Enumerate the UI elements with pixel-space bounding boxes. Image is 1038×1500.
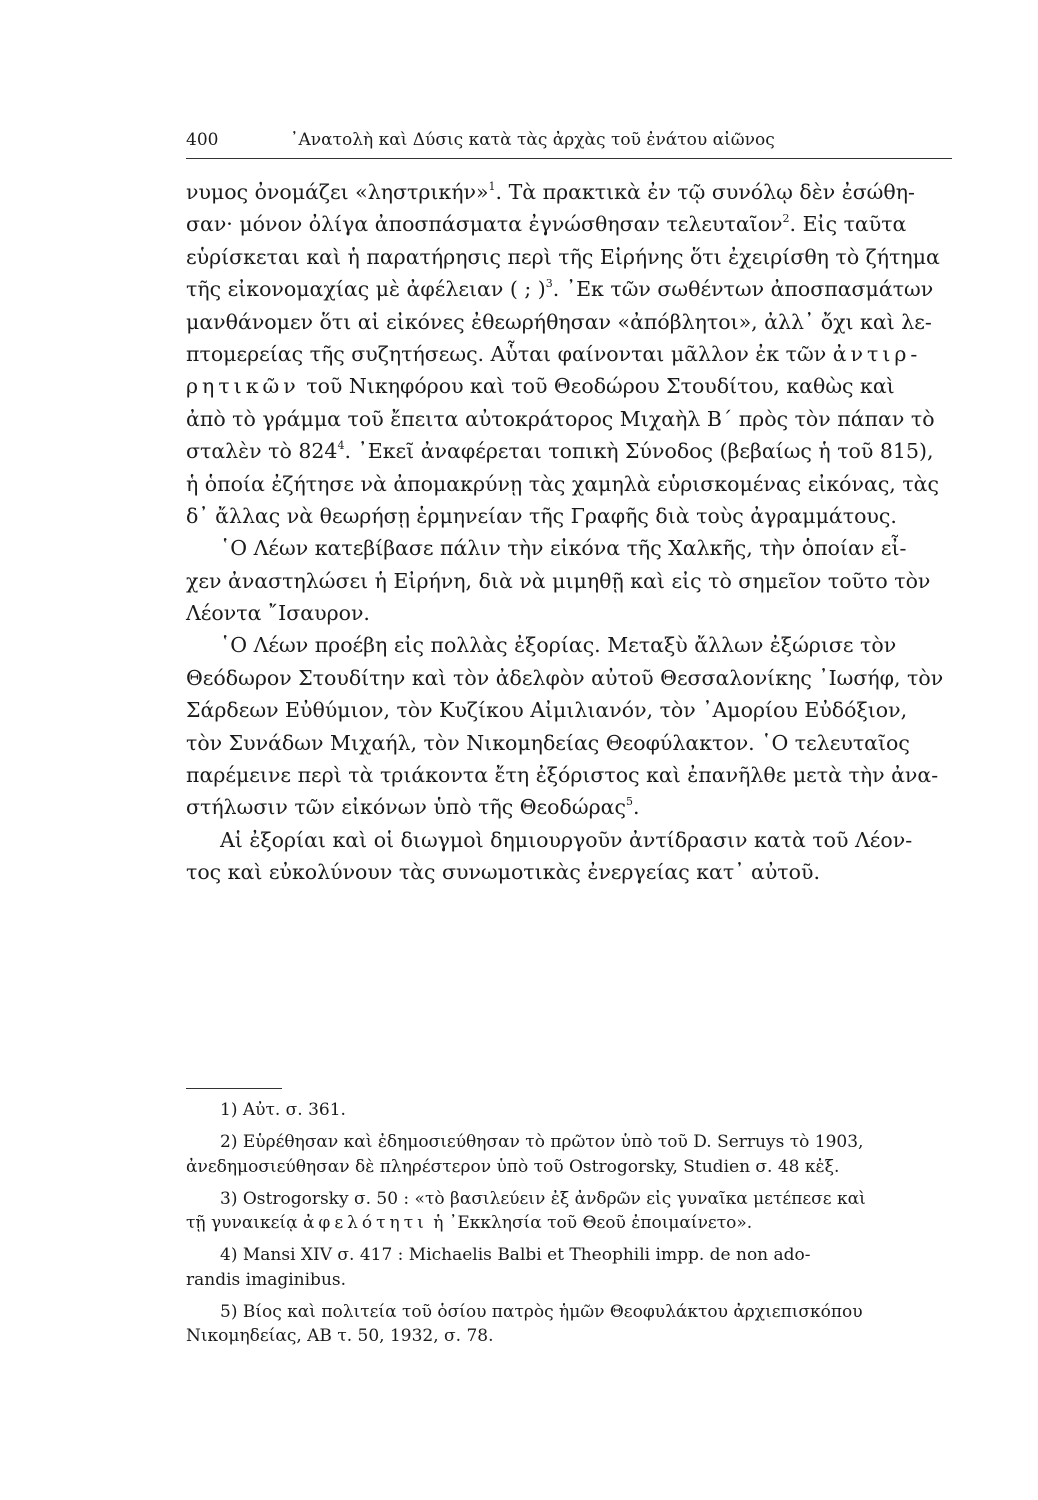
footnote-ref: 5 <box>625 795 633 809</box>
text-line: εὑρίσκεται καὶ ἡ παρατήρησις περὶ τῆς Εἰρήνης ὅτι ἐχειρίσθη τὸ ζήτημα <box>186 244 940 269</box>
spaced-emphasis: ἀντιρ- <box>832 341 922 366</box>
paragraph-start: Αἱ ἐξορίαι καὶ οἱ διωγμοὶ δημιουργοῦν ἀντίδρασιν κατὰ τοῦ Λέον- <box>220 827 913 852</box>
text-line: Θεόδωρον Στουδίτην καὶ τὸν ἀδελφὸν αὐτοῦ Θεσσαλονίκης ᾽Ιωσήφ, τὸν <box>186 665 944 690</box>
footnote <box>186 1187 952 1236</box>
footnote-ref: 3 <box>545 277 553 291</box>
footnotes <box>186 1098 952 1356</box>
text-line: μανθάνομεν ὅτι αἱ εἰκόνες ἐθεωρήθησαν «ἀπόβλητοι», ἀλλ᾽ ὄχι καὶ λε- <box>186 309 932 334</box>
text-line: σταλὲν τὸ $824^4$. ᾽Εκεῖ ἀναφέρεται τοπικὴ Σύνοδος (βεβαίως ἡ τοῦ 815), <box>186 439 934 464</box>
footnote <box>186 1098 952 1123</box>
footnote <box>186 1130 952 1179</box>
footnote-line: 4) Mansi XIV σ. 417 : Michaelis Balbi et Theophili impp. de non ado- <box>220 1245 811 1265</box>
footnote-line: 3) Ostrogorsky σ. 50 : «τὸ βασιλεύειν ἐξ ἀνδρῶν εἰς γυναῖκα μετέπεσε καὶ <box>220 1188 866 1209</box>
paragraph-start: ῾Ο Λέων κατεβίβασε πάλιν τὴν εἰκόνα τῆς Χαλκῆς, τὴν ὁποίαν εἶ- <box>220 536 907 561</box>
footnote <box>186 1300 952 1349</box>
text-line: στήλωσιν τῶν εἰκόνων ὑπὸ τῆς Θεοδώρας$^5$. <box>186 795 640 820</box>
footnote <box>186 1243 952 1292</box>
text-line: νυμος ὀνομάζει «ληστρικήν»$^1$. Τὰ πρακτικὰ ἐν τῷ συνόλῳ δὲν ἐσώθη- <box>186 180 915 204</box>
footnote-line: 2) Εὑρέθησαν καὶ ἐδημοσιεύθησαν τὸ πρῶτον ὑπὸ τοῦ D. Serruys τὸ 1903, <box>220 1132 864 1152</box>
footnote-line: randis imaginibus. <box>186 1269 347 1290</box>
spaced-emphasis: ἀφελότητι <box>302 1213 428 1233</box>
paragraph-start: ῾Ο Λέων προέβη εἰς πολλὰς ἐξορίας. Μεταξὺ ἄλλων ἐξώρισε τὸν <box>220 633 897 658</box>
text-line: πτομερείας τῆς συζητήσεως. Αὗται φαίνονται μᾶλλον ἐκ τῶν ἀντιρ- <box>186 341 922 366</box>
footnote-ref: 1 <box>488 180 496 193</box>
footnote-rule <box>186 1088 282 1089</box>
text-line: χεν ἀναστηλώσει ἡ Εἰρήνη, διὰ νὰ μιμηθῇ καὶ εἰς τὸ σημεῖον τοῦτο τὸν <box>186 568 931 593</box>
footnote-ref: 2 <box>782 212 790 226</box>
text-line: ρητικῶν τοῦ Νικηφόρου καὶ τοῦ Θεοδώρου Στουδίτου, καθὼς καὶ <box>186 374 895 399</box>
text-line: τῆς εἰκονομαχίας μὲ ἀφέλειαν ( ; )$^3$. ᾽Εκ τῶν σωθέντων ἀποσπασμάτων <box>186 277 934 302</box>
footnote-line: ἀνεδημοσιεύθησαν δὲ πληρέστερον ὑπὸ τοῦ Ostrogorsky, Studien σ. 48 κἑξ. <box>186 1156 840 1177</box>
text-line: τος καὶ εὐκολύνουν τὰς συνωμοτικὰς ἐνεργείας κατ᾽ αὐτοῦ. <box>186 860 820 885</box>
page-number: 400 <box>186 130 219 150</box>
running-title: ᾽Ανατολὴ καὶ Δύσις κατὰ τὰς ἀρχὰς τοῦ ἐνάτου αἰῶνος <box>290 130 775 150</box>
text-line: ἡ ὁποία ἐζήτησε νὰ ἀπομακρύνῃ τὰς χαμηλὰ εὑρισκομένας εἰκόνας, τὰς <box>186 471 940 496</box>
text-line: δ᾽ ἄλλας νὰ θεωρήσῃ ἑρμηνείαν τῆς Γραφῆς διὰ τοὺς ἀγραμμάτους. <box>186 503 897 528</box>
text-line: τὸν Συνάδων Μιχαήλ, τὸν Νικομηδείας Θεοφύλακτον. ῾Ο τελευταῖος <box>186 730 910 755</box>
text-line: ἀπὸ τὸ γράμμα τοῦ ἔπειτα αὐτοκράτορος Μιχαὴλ Β΄ πρὸς τὸν πάπαν τὸ <box>186 406 935 431</box>
footnote-ref: 4 <box>337 439 345 453</box>
text-line: παρέμεινε περὶ τὰ τριάκοντα ἔτη ἐξόριστος καὶ ἐπανῆλθε μετὰ τὴν ἀνα- <box>186 763 939 788</box>
text-line: Λέοντα ῎Ισαυρον. <box>186 601 370 626</box>
footnote-line: Νικομηδείας, ΑΒ τ. 50, 1932, σ. 78. <box>186 1326 494 1346</box>
footnote-line: τῇ γυναικείᾳ ἀφελότητι ἡ ᾽Εκκλησία τοῦ Θεοῦ ἐποιμαίνετο». <box>186 1213 753 1233</box>
footnote-line: 5) Βίος καὶ πολιτεία τοῦ ὁσίου πατρὸς ἡμῶν Θεοφυλάκτου ἀρχιεπισκόπου <box>220 1301 863 1322</box>
spaced-emphasis: ρητικῶν <box>186 374 300 399</box>
text-line: Σάρδεων Εὐθύμιον, τὸν Κυζίκου Αἰμιλιανόν, τὸν ᾽Αμορίου Εὐδόξιον, <box>186 698 908 723</box>
page-header <box>186 130 952 159</box>
footnote-line: 1) Αὐτ. σ. 361. <box>220 1100 346 1120</box>
body-text <box>186 176 952 889</box>
text-line: σαν· μόνον ὀλίγα ἀποσπάσματα ἐγνώσθησαν τελευταῖον$^2$. Εἰς ταῦτα <box>186 212 907 237</box>
